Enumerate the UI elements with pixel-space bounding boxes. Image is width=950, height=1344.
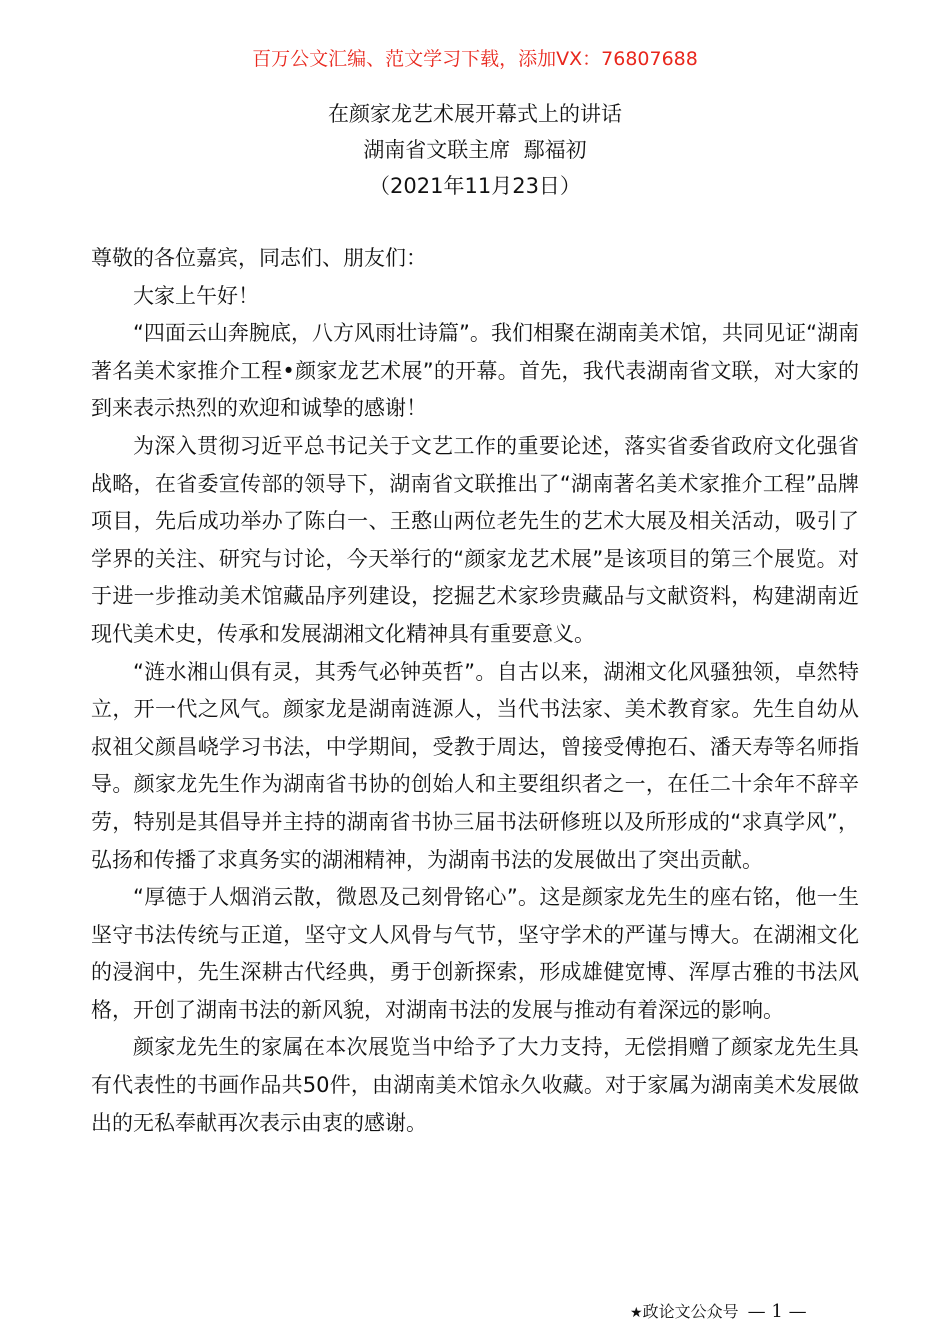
star-icon: ★ — [630, 1305, 643, 1321]
paragraph: “涟水湘山俱有灵，其秀气必钟英哲”。自古以来，湖湘文化风骚独领，卓然特立，开一代之风气。颜家龙是湖南涟源人，当代书法家、美术教育家。先生自幼从叔祖父颜昌峣学习书法，中学期间，受教于周达，曾接受傅抱石、潘天寿等名师指导。颜家龙先生作为湖南省书协的创始人和主要组织者之一，在任二十余年不辞辛劳，特别是其倡导并主持的湖南省书协三届书法研修班以及所形成的“求真学风”，弘扬和传播了求真务实的湖湘精神，为湖南书法的发展做出了突出贡献。 — [91, 659, 859, 872]
speech-body — [91, 240, 859, 1142]
speech-date: （2021年11月23日） — [369, 174, 581, 198]
watermark-banner: 百万公文汇编、范文学习下载，添加VX：76807688 — [252, 48, 698, 70]
paragraph: 大家上午好！ — [133, 283, 259, 308]
paragraph: 颜家龙先生的家属在本次展览当中给予了大力支持，无偿捐赠了颜家龙先生具有代表性的书画作品共50件，由湖南美术馆永久收藏。对于家属为湖南美术发展做出的无私奉献再次表示由衷的感谢。 — [91, 1035, 859, 1135]
page-footer — [630, 1300, 807, 1325]
document-header — [0, 96, 950, 204]
paragraph: “厚德于人烟消云散，微恩及己刻骨铭心”。这是颜家龙先生的座右铭，他一生坚守书法传统与正道，坚守文人风骨与气节，坚守学术的严谨与博大。在湖湘文化的浸润中，先生深耕古代经典，勇于创新探索，形成雄健宽博、浑厚古雅的书法风格，开创了湖南书法的新风貌，对湖南书法的发展与推动有着深远的影响。 — [91, 885, 859, 1022]
speaker-line: 湖南省文联主席 鄢福初 — [363, 138, 587, 162]
paragraph: “四面云山奔腕底，八方风雨壮诗篇”。我们相聚在湖南美术馆，共同见证“湖南著名美术家推介工程•颜家龙艺术展”的开幕。首先，我代表湖南省文联，对大家的到来表示热烈的欢迎和诚挚的感谢！ — [91, 321, 859, 421]
salutation: 尊敬的各位嘉宾，同志们、朋友们： — [91, 246, 427, 270]
paragraph: 为深入贯彻习近平总书记关于文艺工作的重要论述，落实省委省政府文化强省战略，在省委宣传部的领导下，湖南省文联推出了“湖南著名美术家推介工程”品牌项目，先后成功举办了陈白一、王憨山两位老先生的艺术大展及相关活动，吸引了学界的关注、研究与讨论，今天举行的“颜家龙艺术展”是该项目的第三个展览。对于进一步推动美术馆藏品序列建设，挖掘艺术家珍贵藏品与文献资料，构建湖南近现代美术史，传承和发展湖湘文化精神具有重要意义。 — [91, 433, 859, 646]
page-number: — 1 — — [747, 1301, 807, 1322]
document-title: 在颜家龙艺术展开幕式上的讲话 — [328, 102, 622, 126]
footer-source: 政论文公众号 — [642, 1302, 739, 1321]
